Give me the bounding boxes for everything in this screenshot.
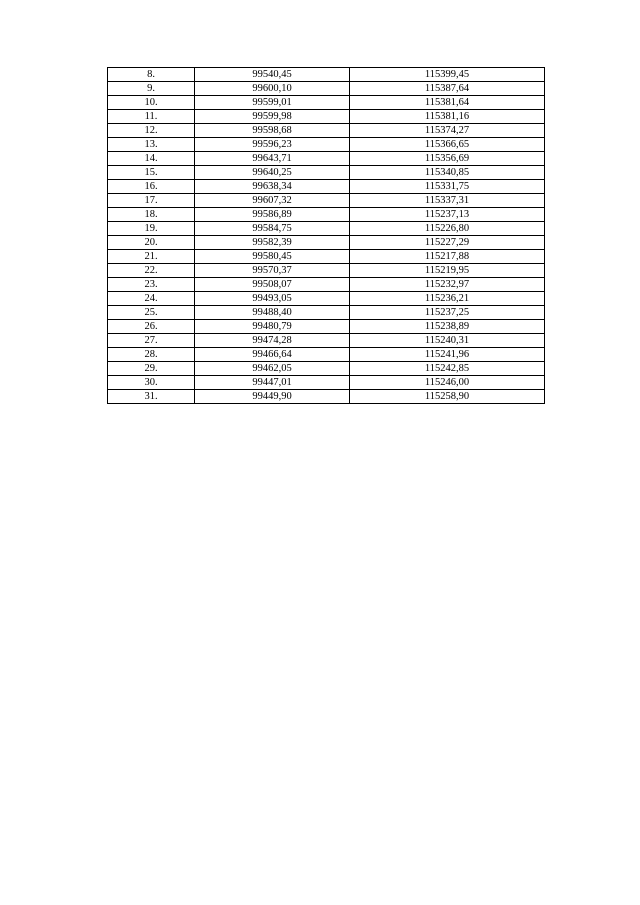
point-number-cell: 28. — [108, 348, 195, 362]
table-row — [108, 362, 545, 376]
point-number-cell: 26. — [108, 320, 195, 334]
point-number-cell: 18. — [108, 208, 195, 222]
y-coordinate-cell: 115399,45 — [350, 68, 545, 82]
x-coordinate-cell: 99493,05 — [195, 292, 350, 306]
x-coordinate-cell: 99540,45 — [195, 68, 350, 82]
x-coordinate-cell: 99600,10 — [195, 82, 350, 96]
x-coordinate-cell: 99596,23 — [195, 138, 350, 152]
table-row — [108, 250, 545, 264]
x-coordinate-cell: 99584,75 — [195, 222, 350, 236]
point-number-cell: 23. — [108, 278, 195, 292]
table-row — [108, 68, 545, 82]
y-coordinate-cell: 115227,29 — [350, 236, 545, 250]
x-coordinate-cell: 99466,64 — [195, 348, 350, 362]
y-coordinate-cell: 115219,95 — [350, 264, 545, 278]
table-row — [108, 166, 545, 180]
table-row — [108, 292, 545, 306]
point-number-cell: 24. — [108, 292, 195, 306]
x-coordinate-cell: 99607,32 — [195, 194, 350, 208]
y-coordinate-cell: 115340,85 — [350, 166, 545, 180]
table-row — [108, 390, 545, 404]
table-row — [108, 208, 545, 222]
table-row — [108, 82, 545, 96]
y-coordinate-cell: 115337,31 — [350, 194, 545, 208]
y-coordinate-cell: 115366,65 — [350, 138, 545, 152]
point-number-cell: 15. — [108, 166, 195, 180]
x-coordinate-cell: 99462,05 — [195, 362, 350, 376]
y-coordinate-cell: 115238,89 — [350, 320, 545, 334]
y-coordinate-cell: 115356,69 — [350, 152, 545, 166]
y-coordinate-cell: 115242,85 — [350, 362, 545, 376]
table-row — [108, 264, 545, 278]
y-coordinate-cell: 115217,88 — [350, 250, 545, 264]
y-coordinate-cell: 115381,64 — [350, 96, 545, 110]
table-row — [108, 110, 545, 124]
point-number-cell: 16. — [108, 180, 195, 194]
y-coordinate-cell: 115258,90 — [350, 390, 545, 404]
point-number-cell: 31. — [108, 390, 195, 404]
point-number-cell: 14. — [108, 152, 195, 166]
x-coordinate-cell: 99447,01 — [195, 376, 350, 390]
point-number-cell: 21. — [108, 250, 195, 264]
point-number-cell: 19. — [108, 222, 195, 236]
x-coordinate-cell: 99638,34 — [195, 180, 350, 194]
x-coordinate-cell: 99598,68 — [195, 124, 350, 138]
point-number-cell: 12. — [108, 124, 195, 138]
x-coordinate-cell: 99508,07 — [195, 278, 350, 292]
coordinates-table-body — [108, 68, 545, 404]
y-coordinate-cell: 115381,16 — [350, 110, 545, 124]
table-row — [108, 138, 545, 152]
point-number-cell: 22. — [108, 264, 195, 278]
y-coordinate-cell: 115237,13 — [350, 208, 545, 222]
x-coordinate-cell: 99599,01 — [195, 96, 350, 110]
table-row — [108, 222, 545, 236]
point-number-cell: 20. — [108, 236, 195, 250]
table-row — [108, 194, 545, 208]
y-coordinate-cell: 115226,80 — [350, 222, 545, 236]
point-number-cell: 10. — [108, 96, 195, 110]
point-number-cell: 25. — [108, 306, 195, 320]
y-coordinate-cell: 115232,97 — [350, 278, 545, 292]
point-number-cell: 11. — [108, 110, 195, 124]
x-coordinate-cell: 99480,79 — [195, 320, 350, 334]
x-coordinate-cell: 99488,40 — [195, 306, 350, 320]
y-coordinate-cell: 115237,25 — [350, 306, 545, 320]
table-row — [108, 180, 545, 194]
table-row — [108, 306, 545, 320]
x-coordinate-cell: 99570,37 — [195, 264, 350, 278]
y-coordinate-cell: 115246,00 — [350, 376, 545, 390]
x-coordinate-cell: 99643,71 — [195, 152, 350, 166]
x-coordinate-cell: 99599,98 — [195, 110, 350, 124]
table-row — [108, 334, 545, 348]
x-coordinate-cell: 99582,39 — [195, 236, 350, 250]
y-coordinate-cell: 115236,21 — [350, 292, 545, 306]
y-coordinate-cell: 115387,64 — [350, 82, 545, 96]
y-coordinate-cell: 115331,75 — [350, 180, 545, 194]
point-number-cell: 13. — [108, 138, 195, 152]
table-row — [108, 278, 545, 292]
x-coordinate-cell: 99474,28 — [195, 334, 350, 348]
table-row — [108, 376, 545, 390]
table-row — [108, 348, 545, 362]
point-number-cell: 17. — [108, 194, 195, 208]
point-number-cell: 8. — [108, 68, 195, 82]
point-number-cell: 30. — [108, 376, 195, 390]
x-coordinate-cell: 99640,25 — [195, 166, 350, 180]
point-number-cell: 29. — [108, 362, 195, 376]
y-coordinate-cell: 115374,27 — [350, 124, 545, 138]
point-number-cell: 27. — [108, 334, 195, 348]
coordinates-table — [107, 67, 545, 404]
table-row — [108, 320, 545, 334]
point-number-cell: 9. — [108, 82, 195, 96]
y-coordinate-cell: 115240,31 — [350, 334, 545, 348]
x-coordinate-cell: 99586,89 — [195, 208, 350, 222]
table-row — [108, 96, 545, 110]
x-coordinate-cell: 99449,90 — [195, 390, 350, 404]
table-row — [108, 236, 545, 250]
x-coordinate-cell: 99580,45 — [195, 250, 350, 264]
table-row — [108, 152, 545, 166]
table-row — [108, 124, 545, 138]
y-coordinate-cell: 115241,96 — [350, 348, 545, 362]
